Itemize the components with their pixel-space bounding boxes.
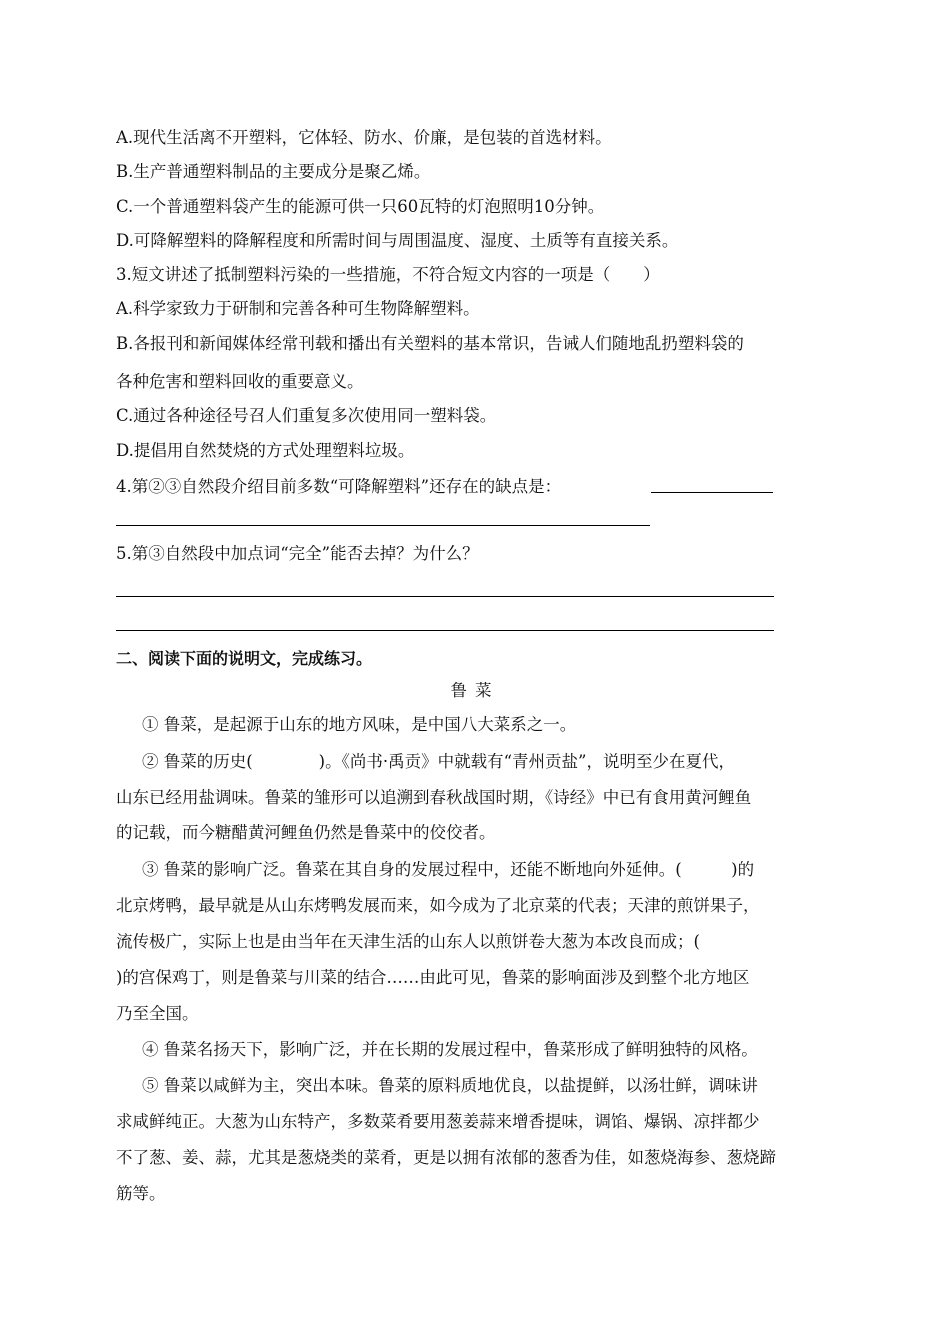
q3-option-b-line1: B.各报刊和新闻媒体经常刊载和播出有关塑料的基本常识，告诫人们随地乱扔塑料袋的 xyxy=(116,334,744,353)
q3-option-c: C.通过各种途径号召人们重复多次使用同一塑料袋。 xyxy=(116,406,497,425)
paragraph-5-line-1: ⑤ 鲁菜以咸鲜为主，突出本味。鲁菜的原料质地优良，以盐提鲜，以汤壮鲜，调味讲 xyxy=(142,1076,758,1095)
q2-option-a: A.现代生活离不开塑料，它体轻、防水、价廉，是包装的首选材料。 xyxy=(116,128,612,147)
q3-stem: 3.短文讲述了抵制塑料污染的一些措施，不符合短文内容的一项是（ ） xyxy=(116,265,660,284)
q4-answer-blank-2[interactable] xyxy=(116,525,650,526)
q3-option-b-line2: 各种危害和塑料回收的重要意义。 xyxy=(116,372,364,391)
section-two-heading: 二、阅读下面的说明文，完成练习。 xyxy=(116,649,373,668)
q3-option-a: A.科学家致力于研制和完善各种可生物降解塑料。 xyxy=(116,299,480,318)
q5-answer-line-1[interactable] xyxy=(116,596,774,597)
q2-option-b: B.生产普通塑料制品的主要成分是聚乙烯。 xyxy=(116,162,431,181)
q4-question xyxy=(116,476,840,498)
paragraph-2-line-1: ② 鲁菜的历史( )。《尚书·禹贡》中就载有“青州贡盐”，说明至少在夏代， xyxy=(142,752,735,771)
paragraph-1: ① 鲁菜，是起源于山东的地方风味，是中国八大菜系之一。 xyxy=(142,715,577,734)
article-title: 鲁菜 xyxy=(450,681,500,700)
paragraph-2-line-3: 的记载，而今糖醋黄河鲤鱼仍然是鲁菜中的佼佼者。 xyxy=(116,823,496,842)
q2-option-d: D.可降解塑料的降解程度和所需时间与周围温度、湿度、土质等有直接关系。 xyxy=(116,231,679,250)
q4-answer-blank-1[interactable] xyxy=(651,492,773,493)
paragraph-3-line-2: 北京烤鸭，最早就是从山东烤鸭发展而来，如今成为了北京菜的代表；天津的煎饼果子， xyxy=(116,896,760,915)
paragraph-3-line-3: 流传极广，实际上也是由当年在天津生活的山东人以煎饼卷大葱为本改良而成；( xyxy=(116,932,700,951)
q4-stem: 4.第②③自然段介绍目前多数“可降解塑料”还存在的缺点是： xyxy=(116,477,562,496)
paragraph-5-line-3: 不了葱、姜、蒜，尤其是葱烧类的菜肴，更是以拥有浓郁的葱香为佳，如葱烧海参、葱烧蹄 xyxy=(116,1148,776,1167)
paragraph-4: ④ 鲁菜名扬天下，影响广泛，并在长期的发展过程中，鲁菜形成了鲜明独特的风格。 xyxy=(142,1040,758,1059)
q5-stem: 5.第③自然段中加点词“完全”能否去掉？为什么？ xyxy=(116,544,479,563)
paragraph-3-line-4: )的宫保鸡丁，则是鲁菜与川菜的结合……由此可见，鲁菜的影响面涉及到整个北方地区 xyxy=(116,968,750,987)
q2-option-c: C.一个普通塑料袋产生的能源可供一只60瓦特的灯泡照明10分钟。 xyxy=(116,197,605,216)
paragraph-5-line-4: 筋等。 xyxy=(116,1184,166,1203)
paragraph-3-line-5: 乃至全国。 xyxy=(116,1004,199,1023)
q5-answer-line-2[interactable] xyxy=(116,630,774,631)
q3-option-d: D.提倡用自然焚烧的方式处理塑料垃圾。 xyxy=(116,441,415,460)
paragraph-3-line-1: ③ 鲁菜的影响广泛。鲁菜在其自身的发展过程中，还能不断地向外延伸。( )的 xyxy=(142,860,755,879)
paragraph-2-line-2: 山东已经用盐调味。鲁菜的雏形可以追溯到春秋战国时期，《诗经》中已有食用黄河鲤鱼 xyxy=(116,788,752,807)
paragraph-5-line-2: 求咸鲜纯正。大葱为山东特产，多数菜肴要用葱姜蒜来增香提味，调馅、爆锅、凉拌都少 xyxy=(116,1112,760,1131)
